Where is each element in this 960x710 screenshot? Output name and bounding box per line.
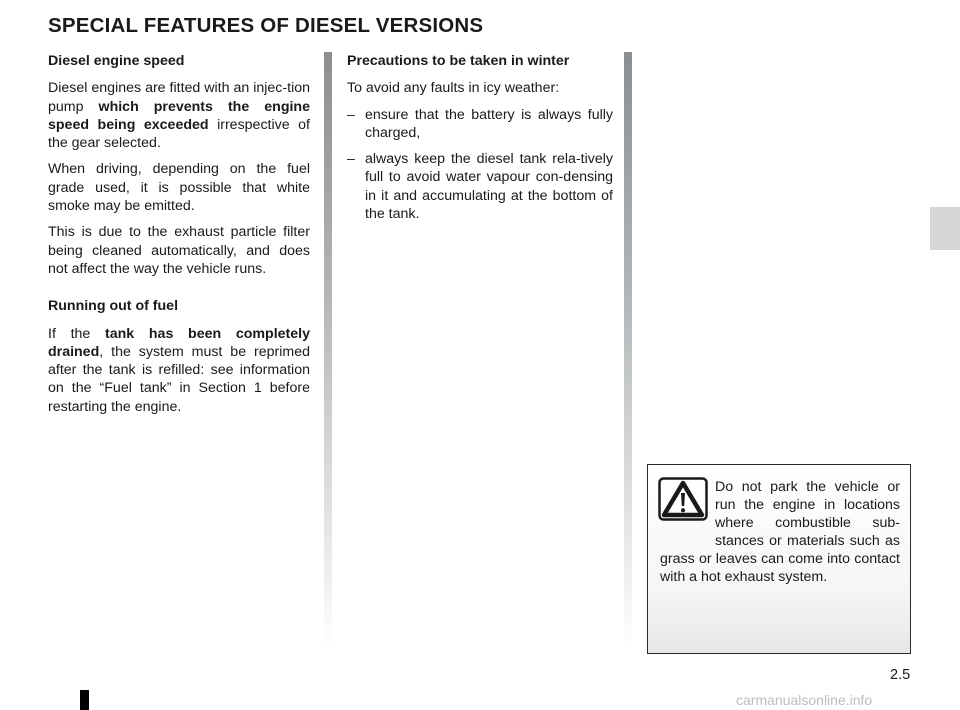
page-title: SPECIAL FEATURES OF DIESEL VERSIONS: [48, 14, 484, 37]
white-smoke-paragraph: When driving, depending on the fuel grade used, it is possible that white smoke may be emitted.: [48, 161, 310, 215]
fuel-text-start: If the: [48, 325, 106, 342]
fuel-text-bold: tank has been completely drained: [48, 325, 310, 360]
fuel-text-end: , the system must be reprimed after the tank is refilled: see information on the “Fuel tank” in Section 1 before restarting the engine.: [48, 343, 310, 415]
column-divider: [624, 52, 632, 652]
engine-speed-text-end: irrespective of the gear selected.: [48, 116, 310, 152]
column-divider: [324, 52, 332, 652]
section-tab: [930, 207, 960, 250]
particle-filter-paragraph: This is due to the exhaust particle filter being cleaned automatically, and does not affect the way the vehicle runs.: [48, 224, 310, 277]
footer-watermark: carmanualsonline.info: [736, 692, 873, 708]
fuel-heading: Running out of fuel: [48, 298, 179, 315]
engine-speed-paragraph: [48, 79, 310, 152]
engine-speed-text-start: Diesel engines are fitted with an injec-tion pump: [48, 80, 310, 115]
list-item-text: ensure that the battery is always fully charged,: [365, 106, 613, 141]
warning-text-body: Do not park the vehicle or run the engine in locations where combustible sub-stances or materials such as grass or leaves can come into contact with a hot exhaust system.: [660, 479, 900, 585]
list-item: [347, 150, 613, 223]
list-item-text: always keep the diesel tank rela-tively full to avoid water vapour con-densing in it and accumulating at the bottom of the tank.: [365, 151, 613, 223]
warning-text: [660, 478, 900, 586]
left-column: [48, 52, 310, 424]
middle-column: [347, 52, 613, 231]
engine-speed-text-bold: which prevents the engine speed being exceeded: [48, 98, 310, 133]
page-number: 2.5: [890, 667, 911, 683]
dash-marker: –: [347, 151, 355, 168]
dash-marker: –: [347, 106, 355, 123]
engine-speed-heading: Diesel engine speed: [48, 53, 185, 69]
winter-heading: Precautions to be taken in winter: [347, 53, 570, 69]
winter-intro: To avoid any faults in icy weather:: [347, 80, 560, 97]
fuel-paragraph: [48, 325, 310, 416]
corner-mark: [80, 690, 89, 710]
list-item: [347, 106, 613, 143]
warning-box: [647, 464, 911, 654]
